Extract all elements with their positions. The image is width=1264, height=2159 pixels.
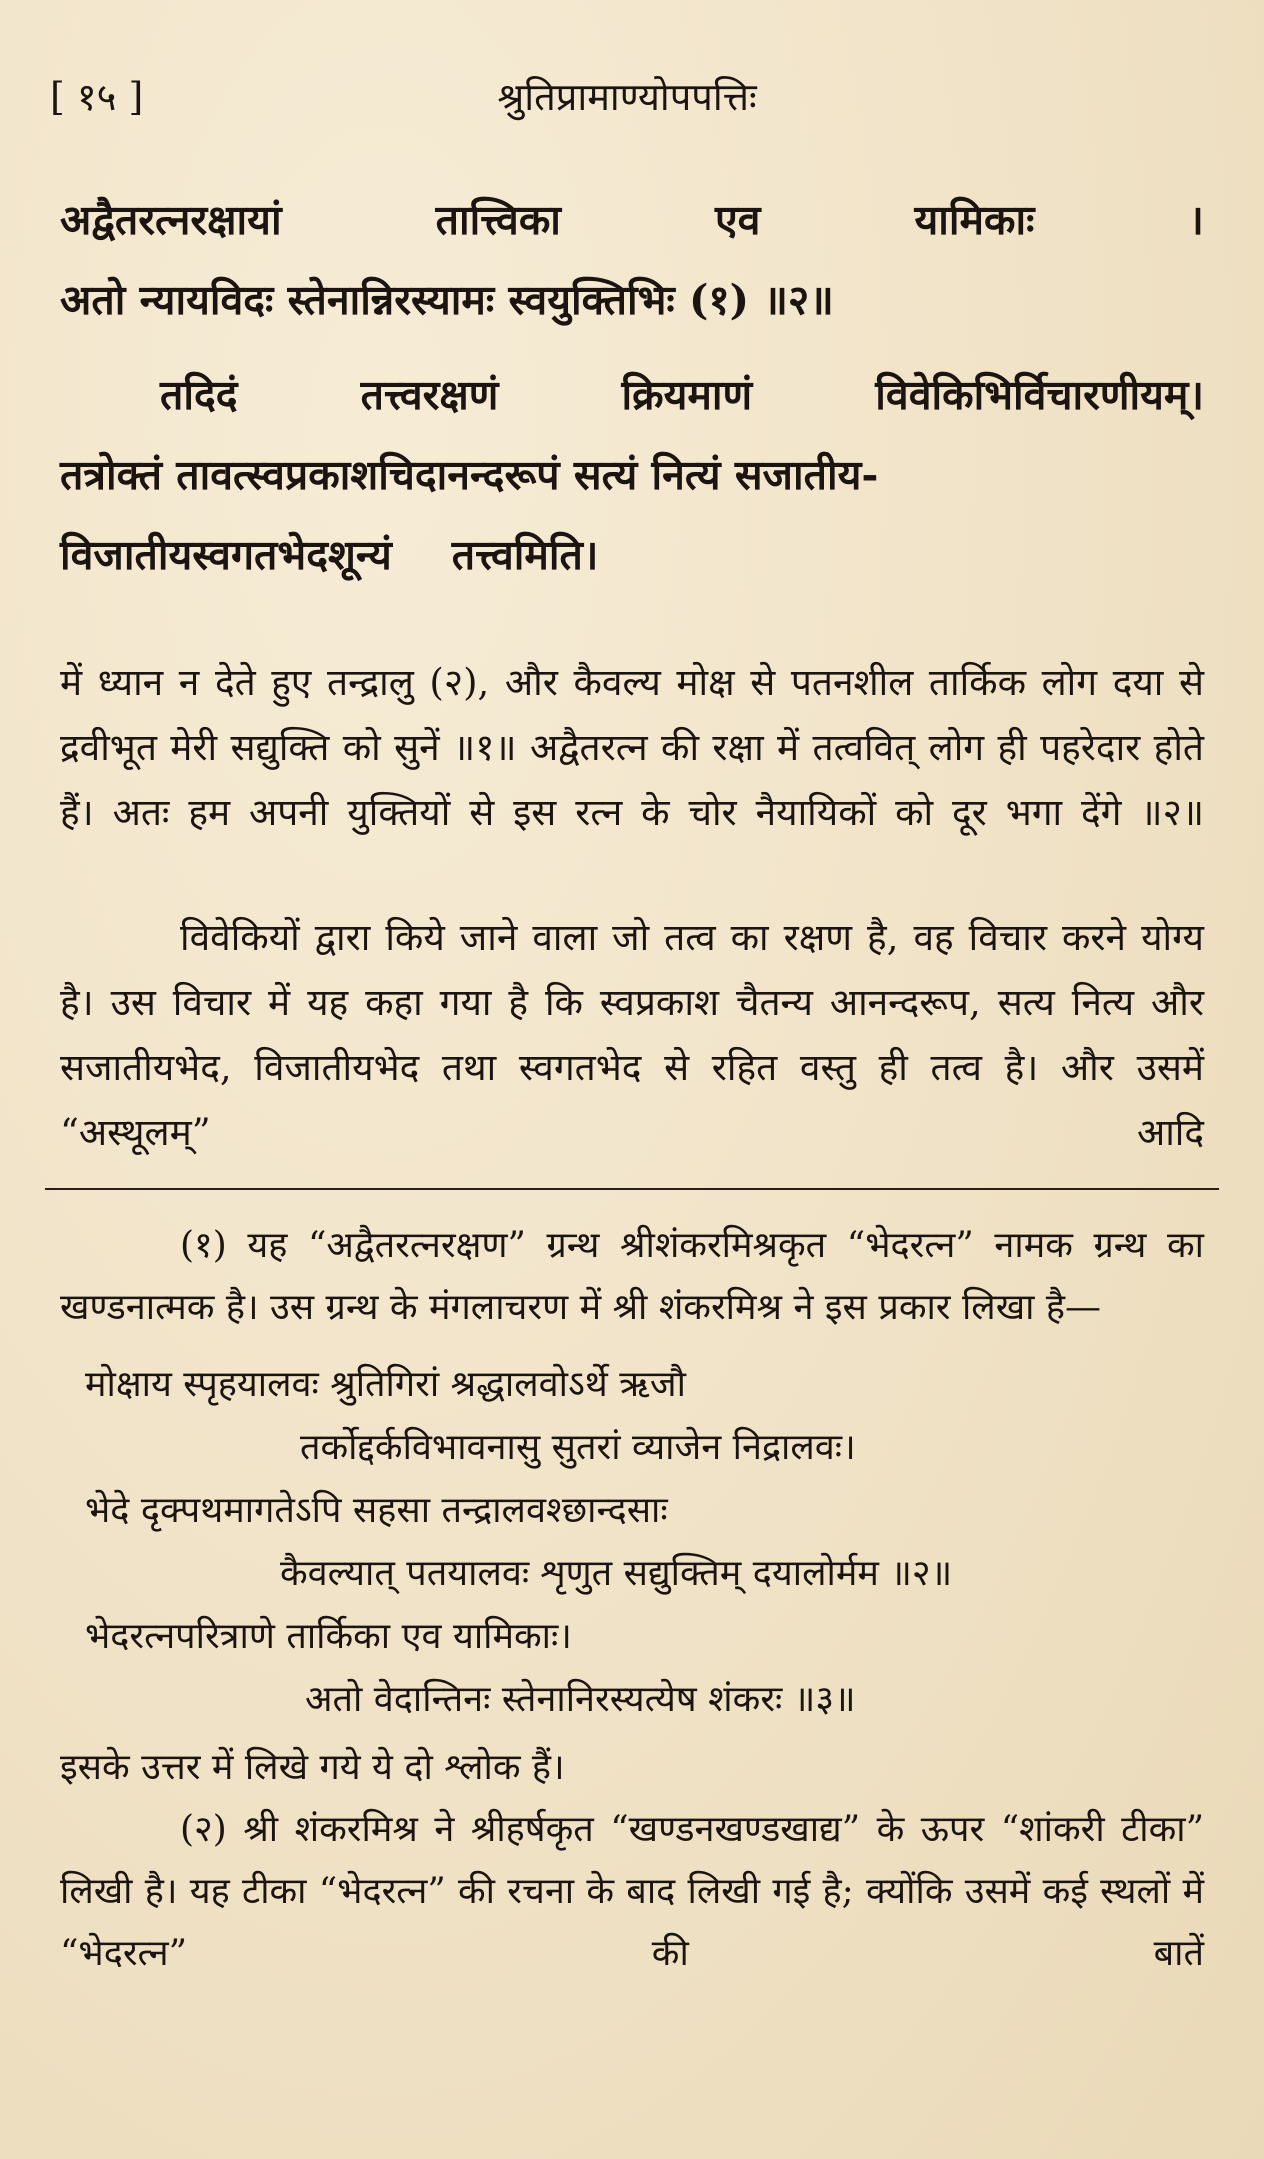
verse-text: अतो न्यायविदः स्तेनान्निरस्यामः स्वयुक्तिभिः (१) ॥२॥	[60, 276, 834, 324]
paragraph: विवेकियों द्वारा किये जाने वाला जो तत्व का रक्षण है, वह विचार करने योग्य है। उस विचार में यह कहा गया है कि स्वप्रकाश चैतन्य आनन्दरूप, सत्य नित्य और सजातीयभेद, विजातीयभेद तथा स्वगतभेद से रहित वस्तु ही तत्व है। और उसमें “अस्थूलम्” आदि	[60, 916, 1204, 1154]
hindi-translation-2	[60, 905, 1204, 1165]
footnote-verse-line: भेदे दृक्पथमागतेऽपि सहसा तन्द्रालवश्छान्दसाः	[85, 1490, 668, 1531]
verse-word: तत्त्वरक्षणं	[360, 371, 499, 419]
verse-line	[60, 515, 1204, 595]
footnote-1: (१) यह “अद्वैतरत्नरक्षण” ग्रन्थ श्रीशंकरमिश्रकृत “भेदरत्न” नामक ग्रन्थ का खण्डनात्मक है। उस ग्रन्थ के मंगलाचरण में श्री शंकरमिश्र ने इस प्रकार लिखा है—	[60, 1225, 1204, 1328]
verse-word: तदिदं	[160, 371, 238, 419]
verse-word: अद्वैतरत्नरक्षायां	[60, 196, 282, 244]
sanskrit-prose-block	[60, 355, 1204, 595]
verse-word: एव	[714, 196, 761, 244]
verse-word: विवेकिभिर्विचारणीयम्।	[875, 371, 1204, 419]
page-number: [ १५ ]	[50, 75, 144, 119]
verse-line	[60, 260, 1204, 340]
verse-line	[60, 180, 1204, 260]
running-title: श्रुतिप्रामाण्योपपत्तिः	[497, 75, 757, 119]
verse-line	[60, 435, 1204, 515]
verse-word: विजातीयस्वगतभेदशून्यं	[60, 531, 392, 579]
verse-line	[60, 355, 1204, 435]
footnote-2: (२) श्री शंकरमिश्र ने श्रीहर्षकृत “खण्डनखण्डखाद्य” के ऊपर “शांकरी टीका” लिखी है। यह टीका “भेदरत्न” की रचना के बाद लिखी गई है; क्योंकि उसमें कई स्थलों में “भेदरत्न” की बातें	[60, 1809, 1204, 1974]
footnote-verse-line: अतो वेदान्तिनः स्तेनानिरस्यत्येष शंकरः ॥३॥	[305, 1679, 856, 1720]
page-header	[50, 70, 1204, 130]
sanskrit-verse-top	[60, 180, 1204, 340]
hindi-translation-1	[60, 650, 1204, 845]
verse-word: तात्त्विका	[435, 196, 561, 244]
footnote-divider	[45, 1188, 1219, 1190]
verse-word: ।	[1188, 196, 1204, 244]
footnote-1-after: इसके उत्तर में लिखे गये ये दो श्लोक हैं।	[60, 1747, 565, 1788]
footnote-verse-line: भेदरत्नपरित्राणे तार्किका एव यामिकाः।	[85, 1616, 572, 1657]
verse-word: यामिकाः	[914, 196, 1035, 244]
footnote-verse-line: तर्कोद्दर्कविभावनासु सुतरां व्याजेन निद्रालवः।	[300, 1427, 856, 1468]
verse-text: तत्रोक्तं तावत्स्वप्रकाशचिदानन्दरूपं सत्यं नित्यं सजातीय-	[60, 451, 879, 499]
footnote-verse-line: मोक्षाय स्पृहयालवः श्रुतिगिरां श्रद्धालवोऽर्थे ऋजौ	[85, 1364, 686, 1405]
footnotes	[60, 1215, 1204, 1985]
verse-word: तत्त्वमिति।	[451, 531, 599, 579]
footnote-verse	[85, 1353, 1204, 1731]
footnote-verse-line: कैवल्यात् पतयालवः शृणुत सद्युक्तिम् दयालोर्मम ॥२॥	[280, 1553, 953, 1594]
verse-word: क्रियमाणं	[621, 371, 753, 419]
paragraph: में ध्यान न देते हुए तन्द्रालु (२), और कैवल्य मोक्ष से पतनशील तार्किक लोग दया से द्रवीभूत मेरी सद्युक्ति को सुनें ॥१॥ अद्वैतरत्न की रक्षा में तत्ववित् लोग ही पहरेदार होते हैं। अतः हम अपनी युक्तियों से इस रत्न के चोर नैयायिकों को दूर भगा देंगे ॥२॥	[60, 661, 1204, 834]
